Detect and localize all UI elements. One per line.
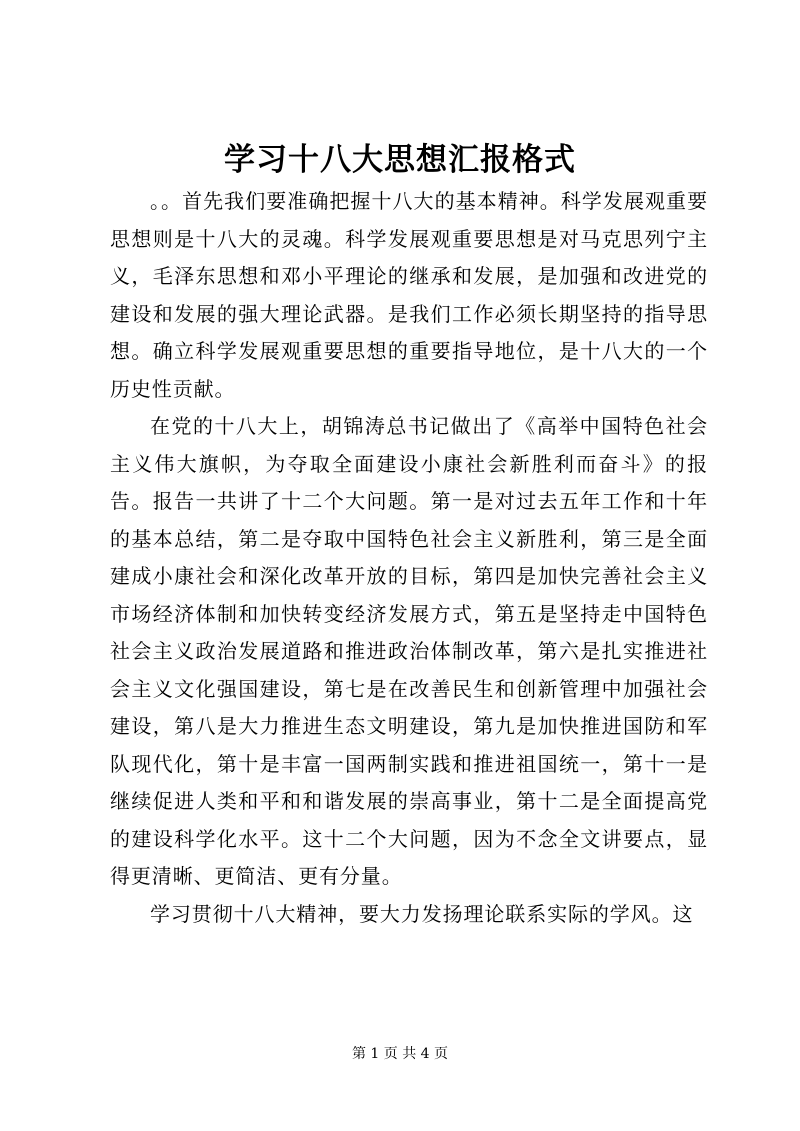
paragraph-2: 在党的十八大上，胡锦涛总书记做出了《高举中国特色社会主义伟大旗帜，为夺取全面建设小康社会新胜利而奋斗》的报告。报告一共讲了十二个大问题。第一是对过去五年工作和十年的基本总结，第二是夺取中国特色社会主义新胜利，第三是全面建成小康社会和深化改革开放的目标，第四是加快完善社会主义市场经济体制和加快转变经济发展方式，第五是坚持走中国特色社会主义政治发展道路和推进政治体制改革，第六是扎实推进社会主义文化强国建设，第七是在改善民生和创新管理中加强社会建设，第八是大力推进生态文明建设，第九是加快推进国防和军队现代化，第十是丰富一国两制实践和推进祖国统一，第十一是继续促进人类和平和和谐发展的崇高事业，第十二是全面提高党的建设科学化水平。这十二个大问题，因为不念全文讲要点，显得更清晰、更简洁、更有分量。: [110, 414, 708, 888]
paragraph-1: 。。首先我们要准确把握十八大的基本精神。科学发展观重要思想则是十八大的灵魂。科学发展观重要思想是对马克思列宁主义，毛泽东思想和邓小平理论的继承和发展，是加强和改进党的建设和发展的强大理论武器。是我们工作必须长期坚持的指导思想。确立科学发展观重要思想的重要指导地位，是十八大的一个历史性贡献。: [110, 189, 708, 401]
paragraph-3: 学习贯彻十八大精神，要大力发扬理论联系实际的学风。这: [150, 901, 694, 926]
page-footer: 第 1 页 共 4 页: [351, 1046, 449, 1062]
document-body: [110, 183, 708, 933]
document-title: 学习十八大思想汇报格式: [224, 142, 576, 178]
